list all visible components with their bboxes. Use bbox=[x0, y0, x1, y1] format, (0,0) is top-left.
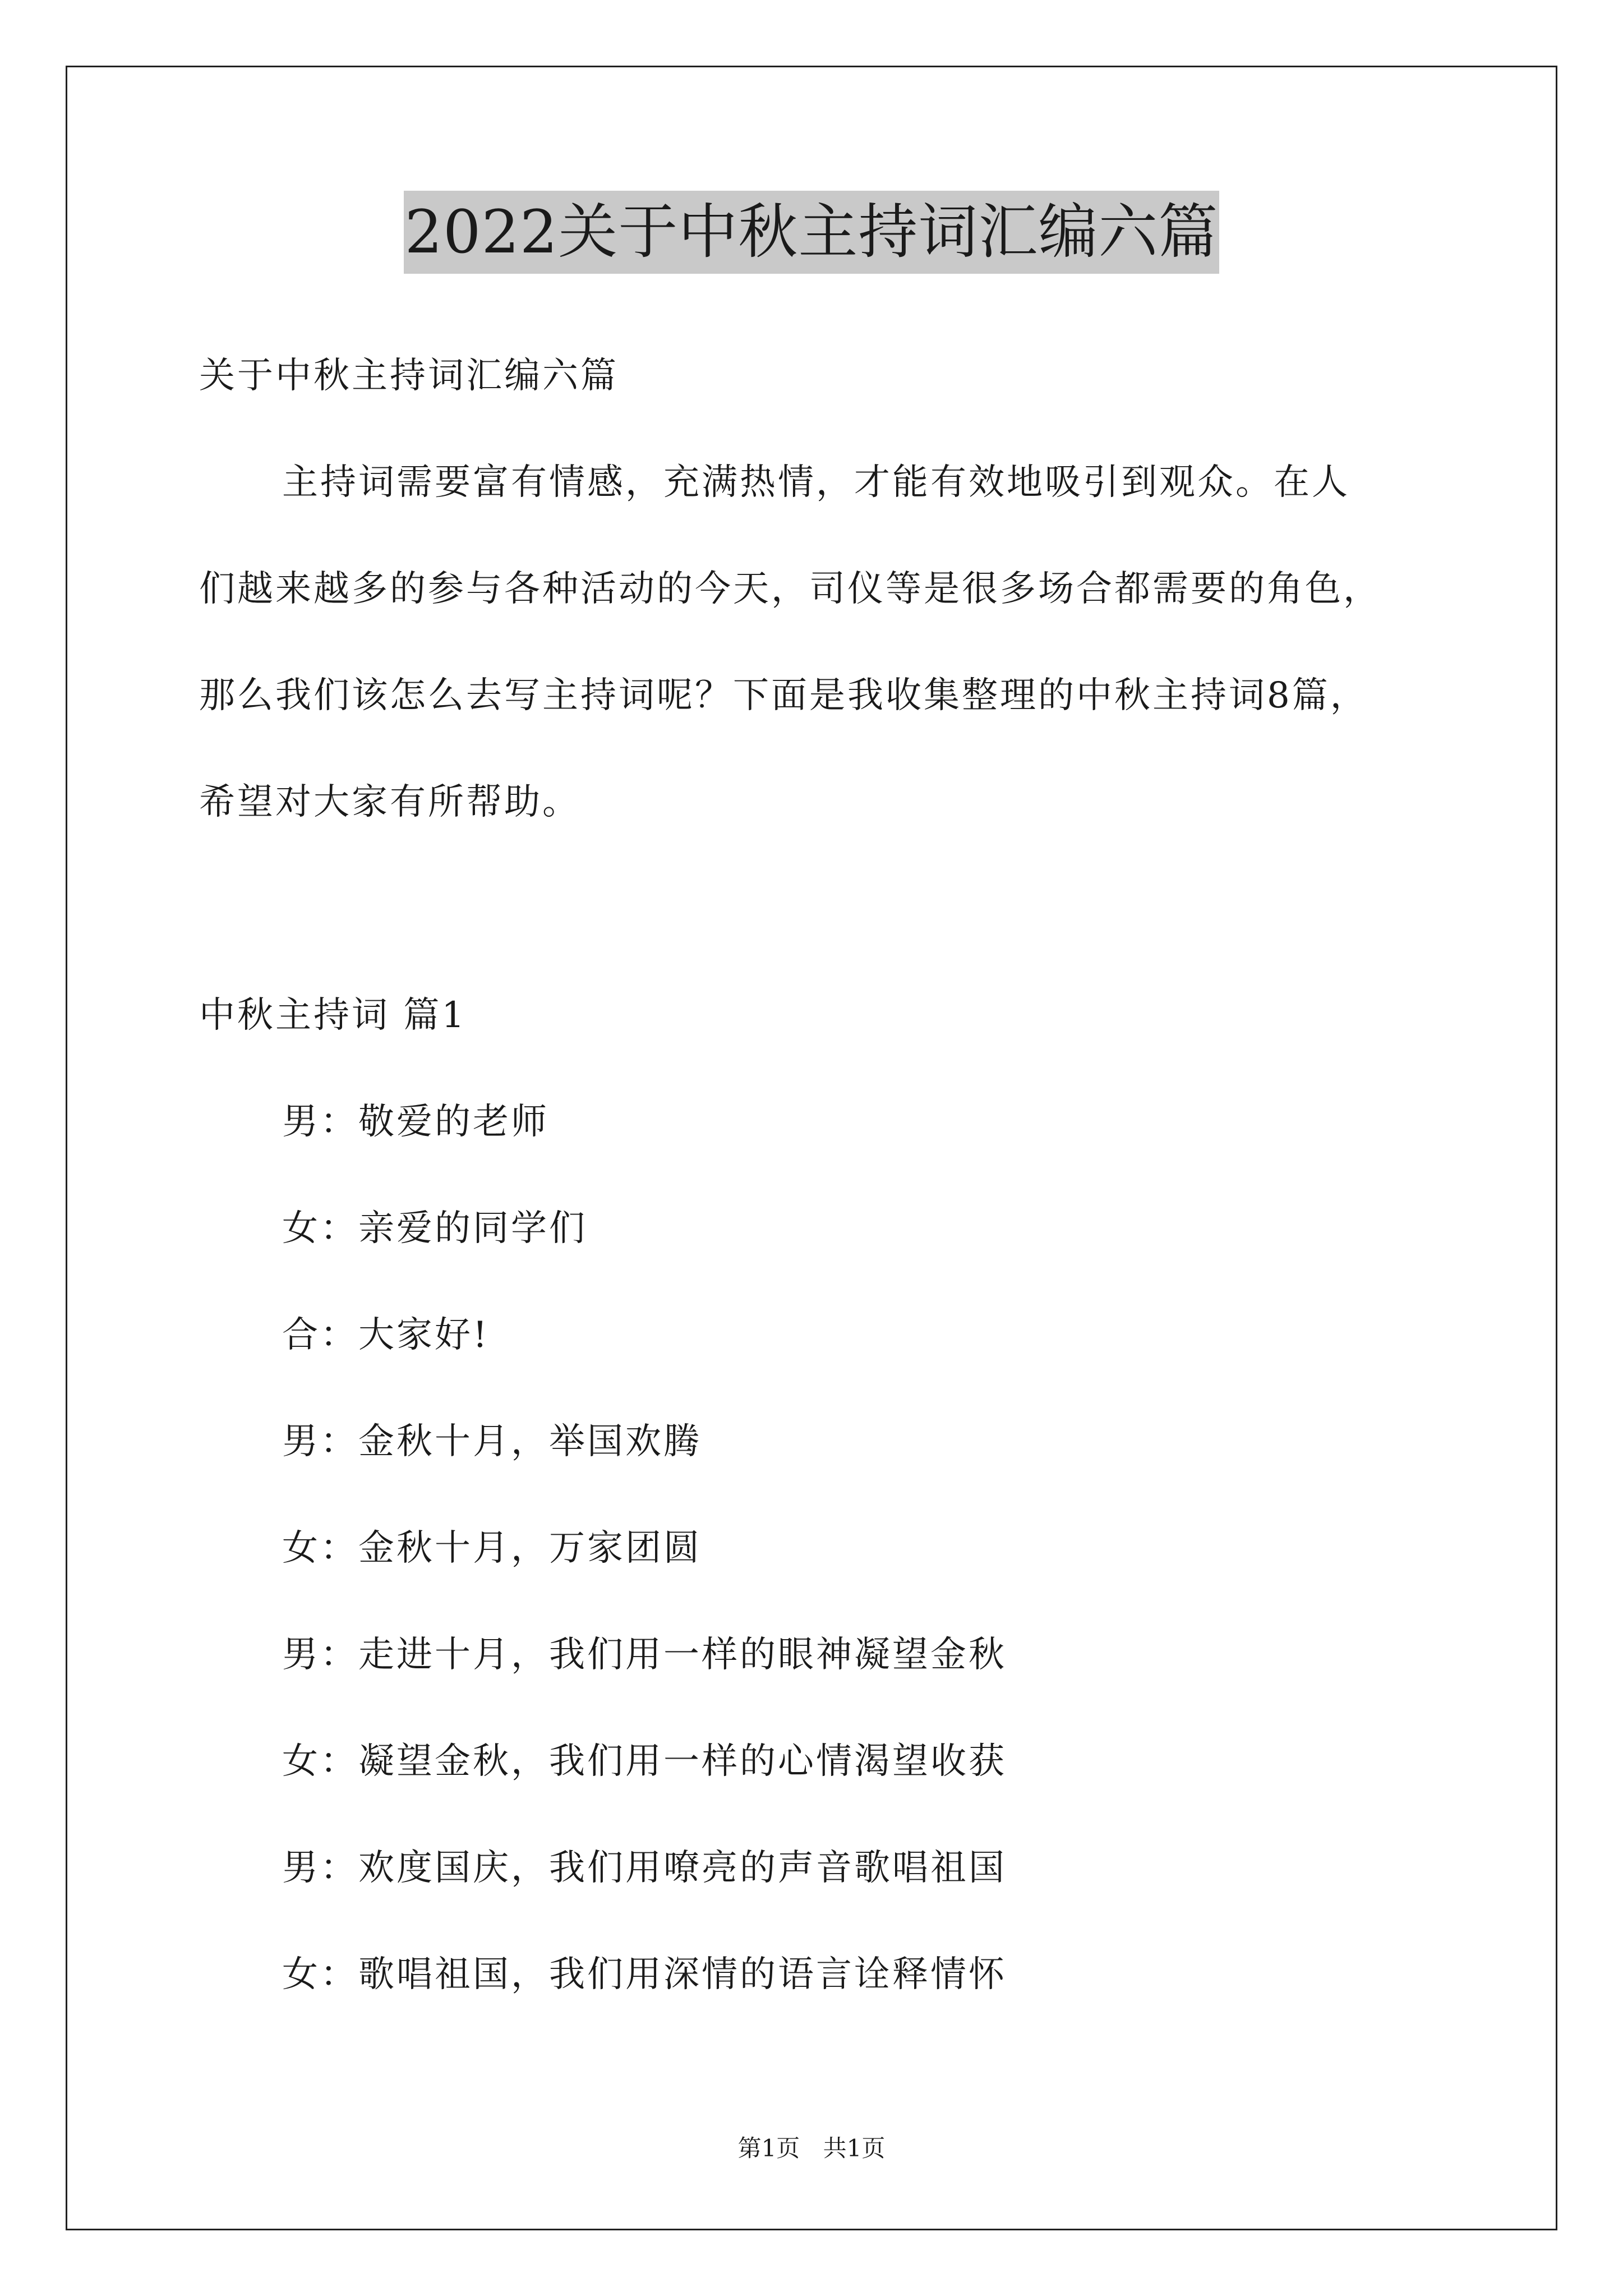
dialogue-line: 男：敬爱的老师 bbox=[282, 1101, 549, 1143]
dialogue-line: 女：金秋十月，万家团圆 bbox=[282, 1527, 702, 1569]
dialogue-line: 男：欢度国庆，我们用嘹亮的声音歌唱祖国 bbox=[282, 1847, 1007, 1889]
document-title: 2022关于中秋主持词汇编六篇 bbox=[404, 191, 1220, 274]
subtitle: 关于中秋主持词汇编六篇 bbox=[199, 355, 619, 397]
dialogue-line: 男：金秋十月，举国欢腾 bbox=[282, 1421, 702, 1462]
page-total: 共1页 bbox=[823, 2134, 886, 2162]
dialogue-line: 合：大家好! bbox=[282, 1314, 490, 1356]
page-footer bbox=[0, 2132, 1623, 2165]
dialogue-line: 女：歌唱祖国，我们用深情的语言诠释情怀 bbox=[282, 1954, 1007, 1995]
intro-paragraph-line: 希望对大家有所帮助。 bbox=[199, 781, 580, 823]
intro-paragraph-line: 主持词需要富有情感，充满热情，才能有效地吸引到观众。在人 bbox=[282, 462, 1350, 503]
page-number: 第1页 bbox=[737, 2134, 800, 2162]
section-heading: 中秋主持词 篇1 bbox=[199, 995, 467, 1036]
dialogue-line: 女：凝望金秋，我们用一样的心情渴望收获 bbox=[282, 1741, 1007, 1782]
dialogue-line: 男：走进十月，我们用一样的眼神凝望金秋 bbox=[282, 1634, 1007, 1676]
title-wrapper bbox=[0, 191, 1623, 274]
intro-paragraph-line: 那么我们该怎么去写主持词呢？下面是我收集整理的中秋主持词8篇， bbox=[199, 675, 1368, 716]
intro-paragraph-line: 们越来越多的参与各种活动的今天，司仪等是很多场合都需要的角色， bbox=[199, 568, 1381, 610]
dialogue-line: 女：亲爱的同学们 bbox=[282, 1208, 587, 1249]
